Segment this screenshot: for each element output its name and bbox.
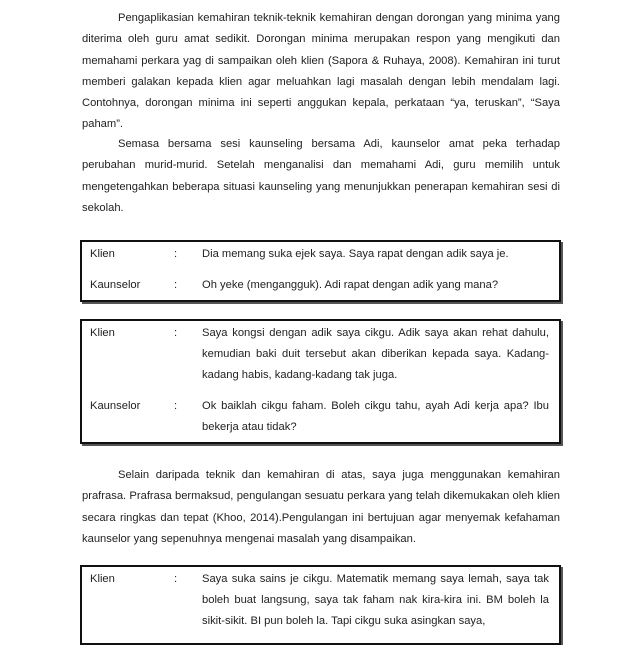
- paragraph-text: Semasa bersama sesi kaunseling bersama Adi, kaunselor amat peka terhadap perubahan murid-murid. Setelah menganalisi dan memahami Adi, guru memilih untuk mengetengahkan beberapa situasi kaunseling yang menunjukkan penerapan kemahiran sesi di sekolah.: [82, 138, 560, 214]
- dialog-row: [82, 275, 559, 296]
- utterance: Saya suka sains je cikgu. Matematik memang saya lemah, saya tak boleh buat langsung, saya tak faham nak kira-kira ini. BM boleh la sikit-sikit. BI pun boleh la. Tapi cikgu suka asingkan saya,: [202, 573, 549, 627]
- utterance: Saya kongsi dengan adik saya cikgu. Adik saya akan rehat dahulu, kemudian baki duit tersebut akan diberikan kepada saya. Kadang-kadang habis, kadang-kadang tak juga.: [202, 327, 549, 381]
- utterance: Oh yeke (mengangguk). Adi rapat dengan adik yang mana?: [202, 279, 499, 291]
- paragraph-sesi-adi: [82, 134, 560, 219]
- utterance: Dia memang suka ejek saya. Saya rapat dengan adik saya je.: [202, 248, 509, 260]
- dialog-row: [82, 396, 559, 438]
- paragraph-text: Pengaplikasian kemahiran teknik-teknik kemahiran dengan dorongan yang minima yang diterima oleh guru amat sedikit. Dorongan minima merupakan respon yang mengikuti dan memahami perkara yag di sampaikan oleh klien (Sapora & Ruhaya, 2008). Kemahiran ini turut memberi galakan kepada klien agar meluahkan lagi masalah dengan lebih mendalam lagi. Contohnya, dorongan minima ini seperti anggukan kepala, perkataan “ya, teruskan”, “Saya paham”.: [82, 12, 560, 131]
- colon: :: [174, 248, 178, 260]
- paragraph-prafrasa: [82, 465, 560, 550]
- dialog-box-3: [80, 565, 561, 645]
- paragraph-dorongan-minima: [82, 8, 560, 136]
- paragraph-text: Selain daripada teknik dan kemahiran di atas, saya juga menggunakan kemahiran prafrasa. Prafrasa bermaksud, pengulangan sesuatu perkara yang telah dikemukakan oleh klien secara ringkas dan tepat (Khoo, 2014).Pengulangan ini bertujuan agar menyemak kefahaman kaunselor yang sepenuhnya mengenai masalah yang disampaikan.: [82, 469, 560, 545]
- dialog-box-2: [80, 319, 561, 444]
- speaker-label: Klien: [90, 573, 115, 585]
- utterance: Ok baiklah cikgu faham. Boleh cikgu tahu, ayah Adi kerja apa? Ibu bekerja atau tidak?: [202, 400, 549, 433]
- dialog-row: [82, 244, 559, 265]
- colon: :: [174, 573, 178, 585]
- colon: :: [174, 400, 178, 412]
- dialog-row: [82, 323, 559, 386]
- dialog-box-1: [80, 240, 561, 302]
- colon: :: [174, 327, 178, 339]
- speaker-label: Kaunselor: [90, 400, 141, 412]
- speaker-label: Klien: [90, 327, 115, 339]
- speaker-label: Klien: [90, 248, 115, 260]
- speaker-label: Kaunselor: [90, 279, 141, 291]
- dialog-row: [82, 569, 559, 632]
- colon: :: [174, 279, 178, 291]
